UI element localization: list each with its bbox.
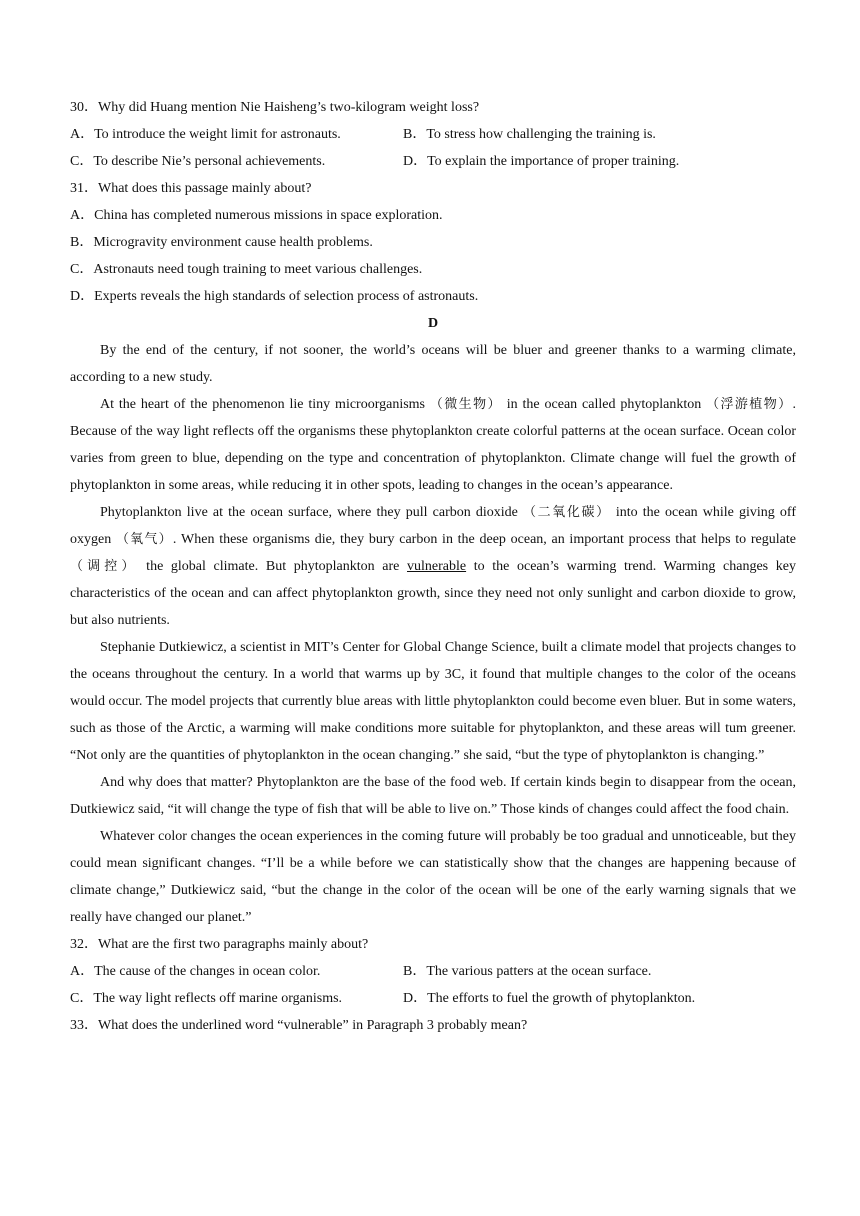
question-30-option-b: B．To stress how challenging the training is. <box>403 127 656 142</box>
passage-paragraph-4-text: Stephanie Dutkiewicz, a scientist in MIT’s Center for Global Change Science, built a climate model that projects changes to the oceans throughout the century. In a world that warms up by 3C, it found that multiple changes to the color of the oceans would occur. The model projects that currently blue areas with little phytoplankton could become even bluer. But in some waters, such as those of the Arctic, a warming will make conditions more suitable for phytoplankton, and these areas will tum greener. “Not only are the quantities of phytoplankton in the ocean changing.” she said, “but the type of phytoplankton is changing.” <box>70 640 796 763</box>
question-30-options-row-2 <box>70 148 796 175</box>
question-31-option-b: B．Microgravity environment cause health problems. <box>70 235 373 250</box>
passage-paragraph-3 <box>70 499 796 634</box>
passage-paragraph-3-part-1: Phytoplankton live at the ocean surface, where they pull carbon dioxide <box>100 505 523 520</box>
passage-paragraph-2-part-2: in the ocean called phytoplankton <box>501 397 707 412</box>
question-30-stem: 30．Why did Huang mention Nie Haisheng’s two-kilogram weight loss? <box>70 100 480 115</box>
passage-paragraph-3-part-2: into the ocean while giving off oxygen <box>70 505 796 547</box>
question-32-option-c: C．The way light reflects off marine organisms. <box>70 991 343 1006</box>
gloss-microorganisms: （微生物） <box>429 397 502 412</box>
passage-paragraph-5-text: And why does that matter? Phytoplankton are the base of the food web. If certain kinds begin to disappear from the ocean, Dutkiewicz said, “it will change the type of fish that will be able to live on.” Those kinds of changes could affect the food chain. <box>70 775 796 817</box>
passage-paragraph-1 <box>70 337 796 391</box>
question-32-options-row-1 <box>70 958 796 985</box>
question-31-option-c: C．Astronauts need tough training to meet various challenges. <box>70 262 423 277</box>
passage-paragraph-6-text: Whatever color changes the ocean experiences in the coming future will probably be too gradual and unnoticeable, but they could mean significant changes. “I’ll be a while before we can statistically show that the changes are happening because of climate change,” Dutkiewicz said, “but the change in the color of the ocean will be one of the early warning signals that we really have changed our planet.” <box>70 829 796 925</box>
passage-paragraph-3-part-3: . When these organisms die, they bury carbon in the deep ocean, an important process that helps to regulate <box>172 532 796 547</box>
gloss-oxygen: （氧气） <box>115 532 173 547</box>
question-30-options-row-1 <box>70 121 796 148</box>
question-33-stem: 33．What does the underlined word “vulnerable” in Paragraph 3 probably mean? <box>70 1018 528 1033</box>
question-32-option-a: A．The cause of the changes in ocean color. <box>70 964 321 979</box>
passage-paragraph-5 <box>70 769 796 823</box>
gloss-regulate: （调控） <box>70 559 139 574</box>
question-31-stem: 31．What does this passage mainly about? <box>70 181 312 196</box>
section-title: D <box>427 316 439 331</box>
question-32-stem: 32．What are the first two paragraphs mainly about? <box>70 937 369 952</box>
question-32-option-b: B．The various patters at the ocean surface. <box>403 964 652 979</box>
passage-paragraph-3-part-5: to the ocean’s warming trend. Warming changes key characteristics of the ocean and can affect phytoplankton growth, since they need not only sunlight and carbon dioxide to grow, but also nutrients. <box>70 559 796 628</box>
passage-paragraph-2 <box>70 391 796 499</box>
passage-paragraph-6 <box>70 823 796 931</box>
gloss-phytoplankton: （浮游植物） <box>706 397 793 412</box>
underlined-word-vulnerable: vulnerable <box>407 559 467 574</box>
question-32-options-row-2 <box>70 985 796 1012</box>
exam-page <box>70 94 796 1039</box>
question-31-option-a: A．China has completed numerous missions in space exploration. <box>70 208 443 223</box>
question-31-option-d: D．Experts reveals the high standards of selection process of astronauts. <box>70 289 479 304</box>
passage-paragraph-4 <box>70 634 796 769</box>
passage-paragraph-3-part-4: the global climate. But phytoplankton are <box>138 559 407 574</box>
question-30-option-a: A．To introduce the weight limit for astronauts. <box>70 127 341 142</box>
passage-paragraph-1-text: By the end of the century, if not sooner, the world’s oceans will be bluer and greener thanks to a warming climate, according to a new study. <box>70 343 796 385</box>
passage-paragraph-2-part-1: At the heart of the phenomenon lie tiny microorganisms <box>100 397 430 412</box>
question-32-option-d: D．The efforts to fuel the growth of phytoplankton. <box>403 991 696 1006</box>
gloss-carbon-dioxide: （二氧化碳） <box>522 505 611 520</box>
question-30-option-d: D．To explain the importance of proper training. <box>403 154 680 169</box>
passage-paragraph-2-part-3: . Because of the way light reflects off the organisms these phytoplankton create colorful patterns at the ocean surface. Ocean color varies from green to blue, depending on the type and concentration of phytoplankton. Climate change will fuel the growth of phytoplankton in some areas, while reducing it in other spots, leading to changes in the ocean’s appearance. <box>70 397 796 493</box>
question-30-option-c: C．To describe Nie’s personal achievements. <box>70 154 326 169</box>
